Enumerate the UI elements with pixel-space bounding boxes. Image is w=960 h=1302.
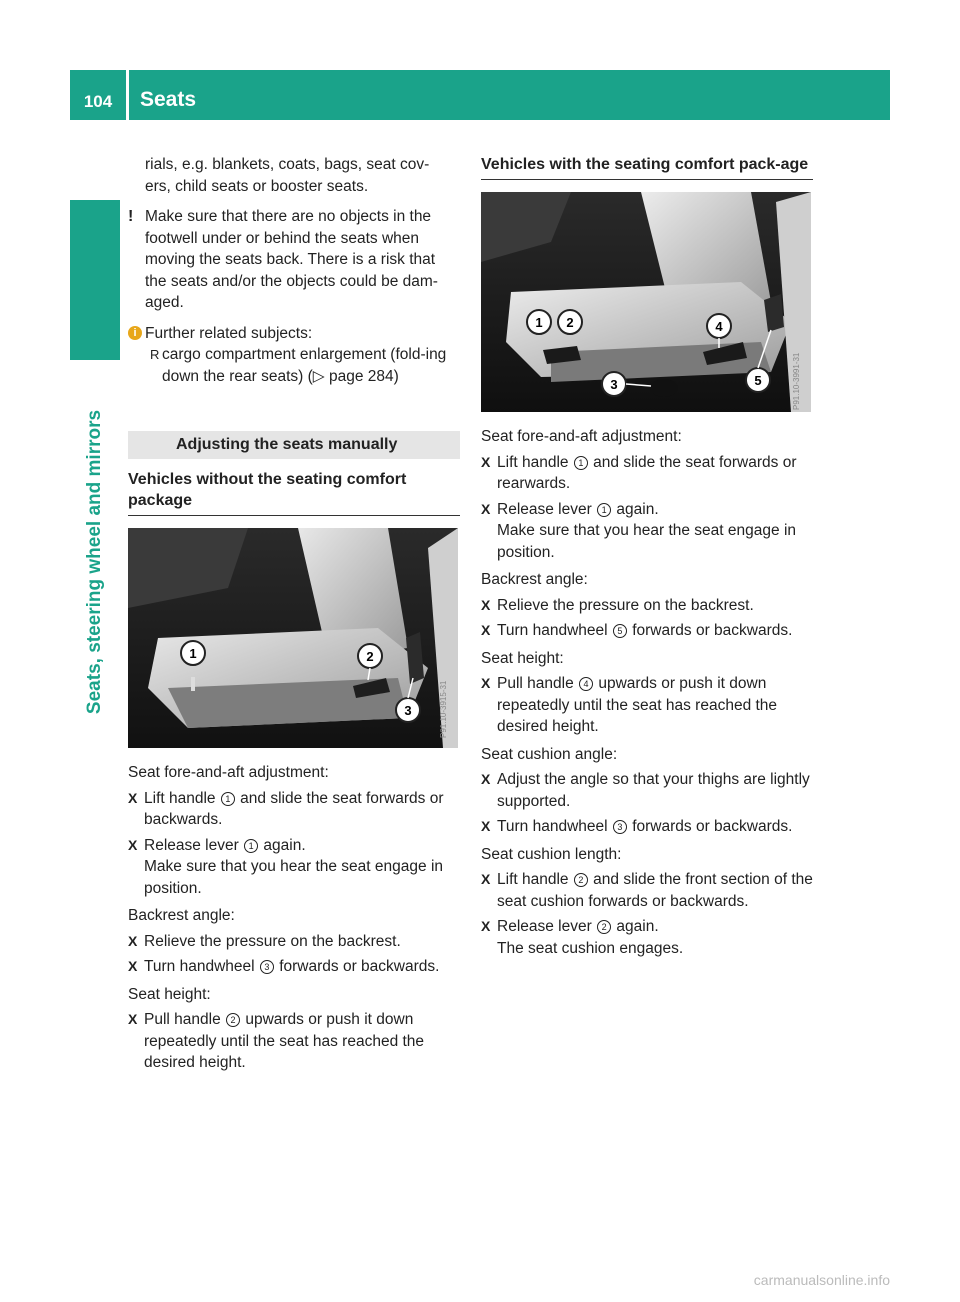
seat-photo-with-comfort-package: [481, 192, 811, 412]
side-tab-label: Seats, steering wheel and mirrors: [84, 409, 105, 715]
step-arrow-icon: X: [481, 453, 491, 470]
step-arrow-icon: X: [481, 500, 491, 517]
fore-aft-label: Seat fore-and-aft adjustment:: [128, 764, 329, 781]
info-icon: i: [128, 326, 142, 340]
marker-2: 2: [366, 649, 374, 664]
related-subject-link[interactable]: cargo compartment enlargement (fold-ing down the rear seats) (▷ page 284): [162, 346, 447, 385]
warning-note: [128, 206, 460, 314]
right-column: [481, 154, 813, 959]
marker-1-ref: 1: [221, 792, 235, 806]
step-arrow-icon: X: [481, 622, 491, 638]
step-arrow-icon: X: [481, 871, 491, 887]
step-relieve-pressure: X Relieve the pressure on the backrest.: [481, 595, 813, 617]
seat-photo-without-comfort-package: [128, 528, 458, 748]
step-release-lever: X Release lever 1 again. Make sure that you hear the seat engage in position.: [128, 836, 444, 897]
left-column: [128, 154, 460, 1074]
step-pull-handle: X Pull handle 4 upwards or push it down repeatedly until the seat has reached the desired height.: [481, 675, 778, 735]
step-release-lever: X Release lever 1 again. Make sure that you hear the seat engage in position.: [481, 500, 797, 561]
step-arrow-icon: X: [128, 1011, 138, 1027]
step-arrow-icon: X: [128, 932, 138, 949]
related-subject-item: [145, 344, 460, 387]
height-label: Seat height:: [128, 985, 211, 1003]
step-lift-handle-cushion: X Lift handle 2 and slide the front section of the seat cushion forwards or backwards.: [481, 871, 813, 910]
marker-4-ref: 4: [579, 677, 593, 691]
warning-text: Make sure that there are no objects in the footwell under or behind the seats when moving the seats back. There is a risk that the seats and/or the objects could be dam-aged.: [145, 208, 438, 311]
continued-text-line1: rials, e.g. blankets, coats, bags, seat cov-: [145, 156, 430, 173]
side-tab: [70, 362, 120, 762]
marker-3: 3: [610, 377, 618, 392]
photo-code: P91.10-3991-31: [792, 352, 801, 410]
step-pull-handle: X Pull handle 2 upwards or push it down repeatedly until the seat has reached the desired height.: [128, 1011, 425, 1071]
section-heading: Adjusting the seats manually: [128, 431, 460, 459]
step-arrow-icon: X: [481, 771, 491, 787]
step-turn-handwheel: X Turn handwheel 5 forwards or backwards.: [481, 620, 813, 642]
height-label: Seat height:: [481, 649, 564, 667]
marker-1-ref: 1: [597, 503, 611, 517]
photo-code: P91.10-3915-31: [439, 680, 448, 738]
info-text: Further related subjects:: [145, 324, 313, 342]
step-turn-handwheel-cushion: X Turn handwheel 3 forwards or backwards.: [481, 816, 813, 838]
backrest-label: Backrest angle:: [481, 571, 588, 588]
step-arrow-icon: X: [481, 918, 491, 934]
marker-1-ref: 1: [574, 456, 588, 470]
step-arrow-icon: X: [128, 836, 138, 853]
bullet-icon: R: [150, 347, 160, 362]
cushion-angle-label: Seat cushion angle:: [481, 745, 618, 763]
backrest-label: Backrest angle:: [128, 907, 235, 924]
step-release-lever-cushion: X Release lever 2 again. The seat cushion engages.: [481, 918, 684, 957]
section-title: Seats: [140, 88, 197, 111]
marker-5: 5: [754, 373, 762, 388]
page-number: 104: [83, 92, 113, 111]
step-arrow-icon: X: [128, 789, 138, 806]
marker-3-ref: 3: [613, 820, 627, 834]
marker-2-ref: 2: [574, 873, 588, 887]
cushion-length-label: Seat cushion length:: [481, 845, 622, 863]
marker-4: 4: [715, 319, 723, 334]
marker-2: 2: [566, 315, 574, 330]
marker-2-ref: 2: [597, 920, 611, 934]
marker-2-ref: 2: [226, 1013, 240, 1027]
warning-icon: !: [128, 208, 134, 225]
marker-1: 1: [535, 315, 543, 330]
step-turn-handwheel: X Turn handwheel 3 forwards or backwards.: [128, 956, 460, 978]
step-lift-handle: X Lift handle 1 and slide the seat forwards or rearwards.: [481, 453, 797, 492]
marker-1: 1: [189, 646, 197, 661]
step-relieve-pressure: X Relieve the pressure on the backrest.: [128, 931, 460, 953]
info-note: [128, 323, 460, 345]
side-tab-block: [70, 200, 120, 360]
step-arrow-icon: X: [481, 675, 491, 691]
watermark: carmanualsonline.info: [753, 1272, 890, 1288]
step-arrow-icon: X: [481, 818, 491, 834]
step-arrow-icon: X: [481, 596, 491, 613]
step-arrow-icon: X: [128, 958, 138, 974]
subsection-heading: Vehicles without the seating comfort package: [128, 469, 460, 516]
marker-3-ref: 3: [260, 960, 274, 974]
header-divider: [126, 70, 129, 120]
marker-1-ref: 1: [244, 839, 258, 853]
step-adjust-angle: X Adjust the angle so that your thighs are lightly supported.: [481, 771, 810, 810]
subsection-heading-comfort: Vehicles with the seating comfort pack-age: [481, 154, 813, 180]
marker-3: 3: [404, 703, 412, 718]
step-lift-handle: X Lift handle 1 and slide the seat forwards or backwards.: [128, 789, 444, 828]
fore-aft-label: Seat fore-and-aft adjustment:: [481, 428, 682, 445]
continued-text-line2: ers, child seats or booster seats.: [145, 177, 369, 195]
marker-5-ref: 5: [613, 624, 627, 638]
